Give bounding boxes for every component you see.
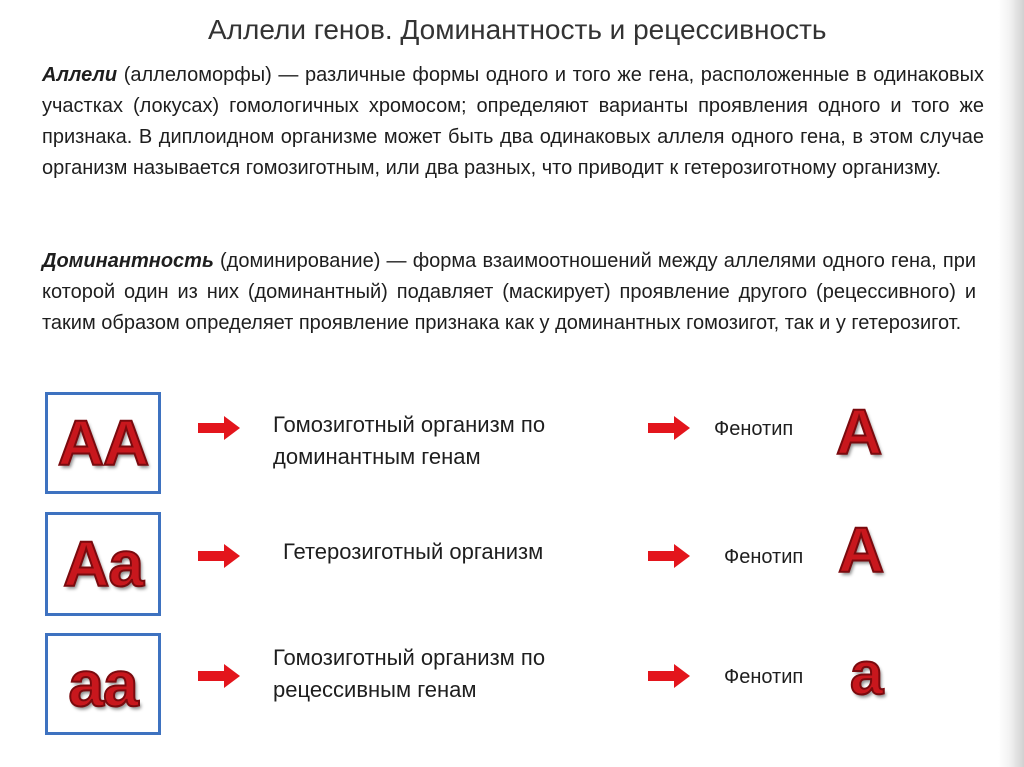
right-arrow-icon [648,416,690,440]
dominance-paragraph [42,246,976,339]
right-arrow-icon [648,544,690,568]
description-line: Гетерозиготный организм [283,539,544,564]
genotype-box-homozygous-recessive [45,633,161,735]
right-arrow-icon [198,664,240,688]
dominance-term: Доминантность [42,250,214,272]
genotype-description [273,409,545,473]
dominance-definition: (доминирование) — форма взаимоотношений между аллелями одного гена, при которой один из них (доминантный) подавляет (маскирует) проявление другого (рецессивного) и таким образом определяет проявление признака как у доминантных гомозигот, так и у гетерозигот. [42,250,976,334]
genotype-description [273,642,545,706]
description-line: доминантным генам [273,444,481,469]
description-line: Гомозиготный организм по [273,645,546,670]
genotype-label: AA [57,407,149,479]
phenotype-letter: a [850,640,883,707]
phenotype-letter: A [836,396,882,468]
phenotype-letter: A [838,514,884,586]
phenotype-label: Фенотип [714,418,794,440]
right-arrow-icon [198,544,240,568]
alleles-term: Аллели [42,64,118,86]
right-arrow-icon [198,416,240,440]
slide-edge-shadow [998,0,1024,767]
phenotype-label: Фенотип [724,666,804,688]
alleles-paragraph [42,60,984,184]
description-line: рецессивным генам [273,677,477,702]
phenotype-label: Фенотип [724,546,804,568]
slide-title: Аллели генов. Доминантность и рецессивность [208,14,827,45]
genotype-label: aa [68,648,138,720]
genotype-box-homozygous-dominant [45,392,161,494]
genotype-box-heterozygous [45,512,161,616]
genotype-label: Aa [63,528,143,600]
alleles-definition: (аллеломорфы) — различные формы одного и того же гена, расположенные в одинаковых участках (локусах) гомологичных хромосом; определяют варианты проявления одного и того же признака. В диплоидном организме может быть два одинаковых аллеля одного гена, в этом случае организм называется гомозиготным, или два разных, что приводит к гетерозиготному организму. [42,64,984,179]
genotype-description [283,536,543,568]
description-line: Гомозиготный организм по [273,412,546,437]
right-arrow-icon [648,664,690,688]
